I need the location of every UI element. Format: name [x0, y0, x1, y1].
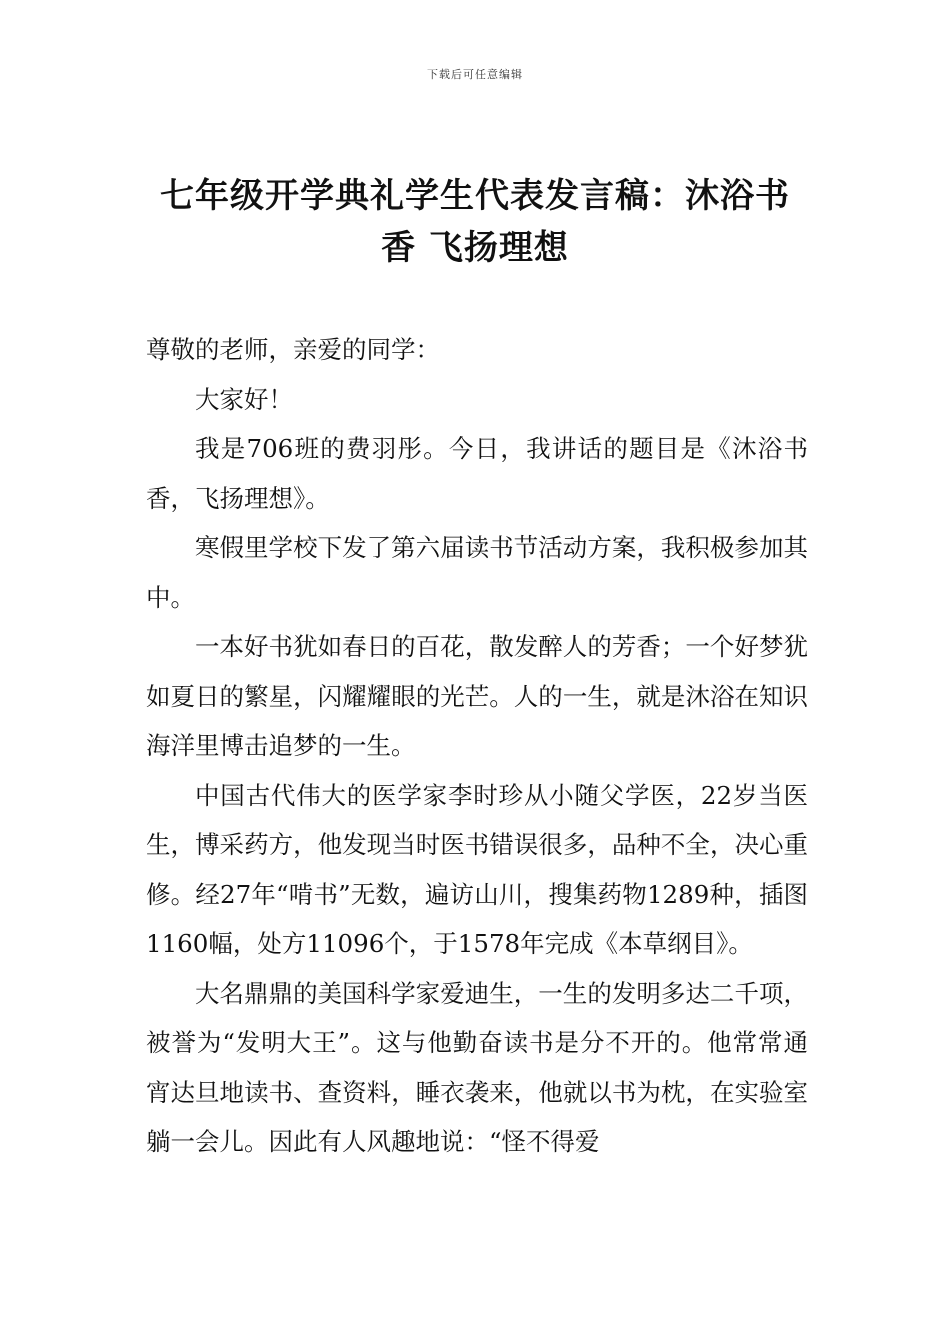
paragraph-book-dream: 一本好书犹如春日的百花，散发醉人的芳香；一个好梦犹如夏日的繁星，闪耀耀眼的光芒。人的一生，就是沐浴在知识海洋里博击追梦的一生。	[146, 632, 808, 760]
paragraph-intro: 我是706班的费羽彤。今日，我讲话的题目是《沐浴书香，飞扬理想》。	[146, 434, 808, 513]
title-line-1: 七年级开学典礼学生代表发言稿：沐浴书	[160, 176, 790, 216]
speech-body	[146, 325, 808, 1167]
salutation: 尊敬的老师，亲爱的同学：	[146, 335, 440, 364]
paragraph-reading-festival: 寒假里学校下发了第六届读书节活动方案，我积极参加其中。	[146, 533, 808, 612]
greeting: 大家好！	[195, 384, 293, 414]
paragraph-li-shizhen: 中国古代伟大的医学家李时珍从小随父学医，22岁当医生，博采药方，他发现当时医书错误很多，品种不全，决心重修。经27年“啃书”无数，遍访山川，搜集药物1289种，插图1160幅，处方11096个，于1578年完成《本草纲目》。	[146, 780, 808, 958]
header-note: 下载后可任意编辑	[427, 68, 523, 81]
title-line-2: 香 飞扬理想	[381, 228, 569, 268]
page-title	[140, 170, 810, 274]
paragraph-edison: 大名鼎鼎的美国科学家爱迪生，一生的发明多达二千项，被誉为“发明大王”。这与他勤奋读书是分不开的。他常常通宵达旦地读书、查资料，睡衣袭来，他就以书为枕，在实验室躺一会儿。因此有人风趣地说：“怪不得爱	[146, 978, 808, 1156]
